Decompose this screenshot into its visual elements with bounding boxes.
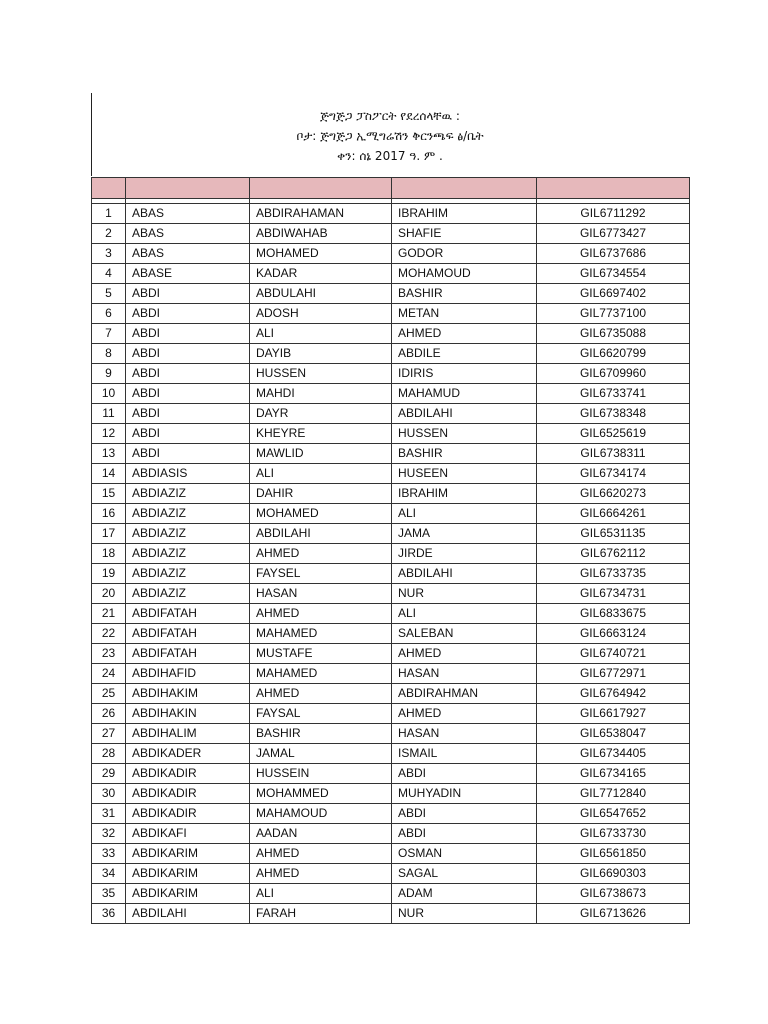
- row-number-cell: 28: [92, 744, 126, 764]
- first-name-cell: ABDI: [126, 284, 250, 304]
- table-row: [92, 284, 690, 304]
- first-name-cell: ABDIAZIZ: [126, 524, 250, 544]
- last-name-cell: MOHAMOUD: [392, 264, 537, 284]
- first-name-cell: ABDIAZIZ: [126, 544, 250, 564]
- passport-number-cell: GIL6833675: [537, 604, 690, 624]
- table-row: [92, 844, 690, 864]
- table-row: [92, 304, 690, 324]
- row-number-cell: 15: [92, 484, 126, 504]
- row-number-cell: 36: [92, 904, 126, 924]
- middle-name-cell: MAWLID: [250, 444, 392, 464]
- row-number-cell: 9: [92, 364, 126, 384]
- last-name-cell: ADAM: [392, 884, 537, 904]
- table-row: [92, 804, 690, 824]
- row-number-cell: 17: [92, 524, 126, 544]
- last-name-cell: METAN: [392, 304, 537, 324]
- middle-name-cell: MAHAMOUD: [250, 804, 392, 824]
- table-row: [92, 784, 690, 804]
- table-row: [92, 404, 690, 424]
- passport-number-cell: GIL6764942: [537, 684, 690, 704]
- table-row: [92, 444, 690, 464]
- passport-number-cell: GIL6738311: [537, 444, 690, 464]
- table-row: [92, 724, 690, 744]
- header-cell-number: [92, 178, 126, 199]
- last-name-cell: ALI: [392, 604, 537, 624]
- middle-name-cell: AHMED: [250, 864, 392, 884]
- first-name-cell: ABAS: [126, 224, 250, 244]
- first-name-cell: ABDIFATAH: [126, 644, 250, 664]
- first-name-cell: ABDIHAFID: [126, 664, 250, 684]
- row-number-cell: 8: [92, 344, 126, 364]
- last-name-cell: NUR: [392, 904, 537, 924]
- middle-name-cell: ABDILAHI: [250, 524, 392, 544]
- row-number-cell: 25: [92, 684, 126, 704]
- middle-name-cell: JAMAL: [250, 744, 392, 764]
- first-name-cell: ABDIFATAH: [126, 604, 250, 624]
- first-name-cell: ABDIAZIZ: [126, 484, 250, 504]
- last-name-cell: GODOR: [392, 244, 537, 264]
- middle-name-cell: ALI: [250, 464, 392, 484]
- row-number-cell: 4: [92, 264, 126, 284]
- row-number-cell: 1: [92, 204, 126, 224]
- table-row: [92, 624, 690, 644]
- table-row: [92, 524, 690, 544]
- first-name-cell: ABDIKADER: [126, 744, 250, 764]
- last-name-cell: ABDILAHI: [392, 404, 537, 424]
- last-name-cell: IBRAHIM: [392, 484, 537, 504]
- middle-name-cell: ABDIWAHAB: [250, 224, 392, 244]
- row-number-cell: 33: [92, 844, 126, 864]
- header-location: ቦታ: ጅግጅጋ ኢሚግሬሽን ቅርንጫፍ ፅ/ቤት: [296, 129, 484, 143]
- middle-name-cell: ALI: [250, 324, 392, 344]
- table-row: [92, 424, 690, 444]
- passport-number-cell: GIL6762112: [537, 544, 690, 564]
- passport-number-cell: GIL6697402: [537, 284, 690, 304]
- middle-name-cell: AHMED: [250, 684, 392, 704]
- passport-number-cell: GIL6663124: [537, 624, 690, 644]
- middle-name-cell: ALI: [250, 884, 392, 904]
- table-row: [92, 204, 690, 224]
- first-name-cell: ABDI: [126, 324, 250, 344]
- passport-number-cell: GIL6772971: [537, 664, 690, 684]
- passport-number-cell: GIL6713626: [537, 904, 690, 924]
- first-name-cell: ABDI: [126, 384, 250, 404]
- passport-number-cell: GIL6734165: [537, 764, 690, 784]
- first-name-cell: ABDIKADIR: [126, 784, 250, 804]
- middle-name-cell: ABDULAHI: [250, 284, 392, 304]
- passport-number-cell: GIL6737686: [537, 244, 690, 264]
- last-name-cell: SALEBAN: [392, 624, 537, 644]
- middle-name-cell: MAHDI: [250, 384, 392, 404]
- last-name-cell: MAHAMUD: [392, 384, 537, 404]
- passport-number-cell: GIL6733735: [537, 564, 690, 584]
- last-name-cell: NUR: [392, 584, 537, 604]
- last-name-cell: SAGAL: [392, 864, 537, 884]
- middle-name-cell: FARAH: [250, 904, 392, 924]
- first-name-cell: ABDIKARIM: [126, 864, 250, 884]
- last-name-cell: IDIRIS: [392, 364, 537, 384]
- last-name-cell: HASAN: [392, 724, 537, 744]
- table-row: [92, 604, 690, 624]
- table-row: [92, 664, 690, 684]
- first-name-cell: ABDI: [126, 444, 250, 464]
- passport-number-cell: GIL6740721: [537, 644, 690, 664]
- middle-name-cell: DAHIR: [250, 484, 392, 504]
- passport-number-cell: GIL7737100: [537, 304, 690, 324]
- last-name-cell: OSMAN: [392, 844, 537, 864]
- header-cell-first-name: [126, 178, 250, 199]
- row-number-cell: 13: [92, 444, 126, 464]
- row-number-cell: 5: [92, 284, 126, 304]
- middle-name-cell: HUSSEN: [250, 364, 392, 384]
- last-name-cell: HUSEEN: [392, 464, 537, 484]
- table-row: [92, 384, 690, 404]
- middle-name-cell: MOHAMMED: [250, 784, 392, 804]
- header-cell-middle-name: [250, 178, 392, 199]
- middle-name-cell: AHMED: [250, 844, 392, 864]
- first-name-cell: ABDIASIS: [126, 464, 250, 484]
- first-name-cell: ABDIHAKIM: [126, 684, 250, 704]
- first-name-cell: ABDIKADIR: [126, 804, 250, 824]
- middle-name-cell: MUSTAFE: [250, 644, 392, 664]
- table-row: [92, 824, 690, 844]
- last-name-cell: MUHYADIN: [392, 784, 537, 804]
- last-name-cell: ALI: [392, 504, 537, 524]
- last-name-cell: IBRAHIM: [392, 204, 537, 224]
- first-name-cell: ABDIAZIZ: [126, 584, 250, 604]
- first-name-cell: ABAS: [126, 204, 250, 224]
- row-number-cell: 32: [92, 824, 126, 844]
- passport-number-cell: GIL6734405: [537, 744, 690, 764]
- middle-name-cell: DAYR: [250, 404, 392, 424]
- row-number-cell: 27: [92, 724, 126, 744]
- middle-name-cell: KHEYRE: [250, 424, 392, 444]
- middle-name-cell: MOHAMED: [250, 244, 392, 264]
- row-number-cell: 2: [92, 224, 126, 244]
- table-body: [92, 199, 690, 924]
- last-name-cell: ISMAIL: [392, 744, 537, 764]
- middle-name-cell: BASHIR: [250, 724, 392, 744]
- table-header-row: [92, 178, 690, 199]
- last-name-cell: HUSSEN: [392, 424, 537, 444]
- passport-number-cell: GIL6734731: [537, 584, 690, 604]
- table-row: [92, 544, 690, 564]
- document-header: [91, 106, 689, 166]
- passport-roster-table: [91, 177, 690, 924]
- first-name-cell: ABDIHAKIN: [126, 704, 250, 724]
- passport-number-cell: GIL6664261: [537, 504, 690, 524]
- first-name-cell: ABDI: [126, 424, 250, 444]
- first-name-cell: ABAS: [126, 244, 250, 264]
- row-number-cell: 22: [92, 624, 126, 644]
- passport-number-cell: GIL6617927: [537, 704, 690, 724]
- row-number-cell: 29: [92, 764, 126, 784]
- table-row: [92, 364, 690, 384]
- first-name-cell: ABDI: [126, 344, 250, 364]
- passport-number-cell: GIL6738348: [537, 404, 690, 424]
- table-row: [92, 564, 690, 584]
- table-row: [92, 704, 690, 724]
- first-name-cell: ABDIKAFI: [126, 824, 250, 844]
- middle-name-cell: HASAN: [250, 584, 392, 604]
- passport-number-cell: GIL6733730: [537, 824, 690, 844]
- last-name-cell: ABDI: [392, 764, 537, 784]
- table-row: [92, 484, 690, 504]
- table-row: [92, 764, 690, 784]
- middle-name-cell: AHMED: [250, 604, 392, 624]
- middle-name-cell: MAHAMED: [250, 624, 392, 644]
- table-row: [92, 244, 690, 264]
- passport-number-cell: GIL6525619: [537, 424, 690, 444]
- table-row: [92, 324, 690, 344]
- passport-number-cell: GIL6531135: [537, 524, 690, 544]
- last-name-cell: ABDI: [392, 804, 537, 824]
- row-number-cell: 6: [92, 304, 126, 324]
- first-name-cell: ABDILAHI: [126, 904, 250, 924]
- last-name-cell: ABDIRAHMAN: [392, 684, 537, 704]
- first-name-cell: ABDI: [126, 404, 250, 424]
- passport-number-cell: GIL6620273: [537, 484, 690, 504]
- middle-name-cell: ABDIRAHAMAN: [250, 204, 392, 224]
- row-number-cell: 16: [92, 504, 126, 524]
- row-number-cell: 7: [92, 324, 126, 344]
- row-number-cell: 11: [92, 404, 126, 424]
- header-title: ጅግጅጋ ፓስፖርት የደረሰላቸዉ :: [320, 109, 460, 123]
- last-name-cell: ABDI: [392, 824, 537, 844]
- table-row: [92, 504, 690, 524]
- passport-number-cell: GIL6733741: [537, 384, 690, 404]
- last-name-cell: AHMED: [392, 324, 537, 344]
- row-number-cell: 10: [92, 384, 126, 404]
- passport-number-cell: GIL6734174: [537, 464, 690, 484]
- table-row: [92, 884, 690, 904]
- first-name-cell: ABDIKARIM: [126, 844, 250, 864]
- row-number-cell: 19: [92, 564, 126, 584]
- row-number-cell: 23: [92, 644, 126, 664]
- first-name-cell: ABDI: [126, 304, 250, 324]
- middle-name-cell: MOHAMED: [250, 504, 392, 524]
- row-number-cell: 21: [92, 604, 126, 624]
- middle-name-cell: HUSSEIN: [250, 764, 392, 784]
- first-name-cell: ABDIHALIM: [126, 724, 250, 744]
- last-name-cell: HASAN: [392, 664, 537, 684]
- middle-name-cell: KADAR: [250, 264, 392, 284]
- passport-number-cell: GIL6620799: [537, 344, 690, 364]
- table-row: [92, 464, 690, 484]
- passport-number-cell: GIL6690303: [537, 864, 690, 884]
- row-number-cell: 20: [92, 584, 126, 604]
- table-row: [92, 744, 690, 764]
- table-row: [92, 224, 690, 244]
- passport-number-cell: GIL6538047: [537, 724, 690, 744]
- middle-name-cell: MAHAMED: [250, 664, 392, 684]
- middle-name-cell: FAYSAL: [250, 704, 392, 724]
- middle-name-cell: ADOSH: [250, 304, 392, 324]
- last-name-cell: SHAFIE: [392, 224, 537, 244]
- middle-name-cell: AADAN: [250, 824, 392, 844]
- last-name-cell: ABDILAHI: [392, 564, 537, 584]
- passport-number-cell: GIL6738673: [537, 884, 690, 904]
- header-cell-passport-number: [537, 178, 690, 199]
- middle-name-cell: FAYSEL: [250, 564, 392, 584]
- last-name-cell: JIRDE: [392, 544, 537, 564]
- row-number-cell: 12: [92, 424, 126, 444]
- row-number-cell: 35: [92, 884, 126, 904]
- first-name-cell: ABDIKADIR: [126, 764, 250, 784]
- table-row: [92, 864, 690, 884]
- table-row: [92, 684, 690, 704]
- table-row: [92, 584, 690, 604]
- table-row: [92, 644, 690, 664]
- last-name-cell: AHMED: [392, 644, 537, 664]
- passport-number-cell: GIL6547652: [537, 804, 690, 824]
- first-name-cell: ABDIKARIM: [126, 884, 250, 904]
- table-row: [92, 344, 690, 364]
- row-number-cell: 26: [92, 704, 126, 724]
- middle-name-cell: DAYIB: [250, 344, 392, 364]
- first-name-cell: ABDIFATAH: [126, 624, 250, 644]
- last-name-cell: JAMA: [392, 524, 537, 544]
- first-name-cell: ABDIAZIZ: [126, 564, 250, 584]
- passport-number-cell: GIL6709960: [537, 364, 690, 384]
- passport-number-cell: GIL6735088: [537, 324, 690, 344]
- first-name-cell: ABASE: [126, 264, 250, 284]
- passport-number-cell: GIL6711292: [537, 204, 690, 224]
- first-name-cell: ABDIAZIZ: [126, 504, 250, 524]
- row-number-cell: 31: [92, 804, 126, 824]
- row-number-cell: 24: [92, 664, 126, 684]
- first-name-cell: ABDI: [126, 364, 250, 384]
- row-number-cell: 30: [92, 784, 126, 804]
- row-number-cell: 34: [92, 864, 126, 884]
- middle-name-cell: AHMED: [250, 544, 392, 564]
- header-date: ቀን: ሰኔ 2017 ዓ. ም .: [337, 149, 443, 163]
- passport-number-cell: GIL6561850: [537, 844, 690, 864]
- passport-number-cell: GIL7712840: [537, 784, 690, 804]
- table-row: [92, 904, 690, 924]
- passport-number-cell: GIL6734554: [537, 264, 690, 284]
- passport-number-cell: GIL6773427: [537, 224, 690, 244]
- header-cell-last-name: [392, 178, 537, 199]
- table-row: [92, 264, 690, 284]
- row-number-cell: 14: [92, 464, 126, 484]
- row-number-cell: 18: [92, 544, 126, 564]
- last-name-cell: BASHIR: [392, 284, 537, 304]
- last-name-cell: BASHIR: [392, 444, 537, 464]
- row-number-cell: 3: [92, 244, 126, 264]
- last-name-cell: AHMED: [392, 704, 537, 724]
- last-name-cell: ABDILE: [392, 344, 537, 364]
